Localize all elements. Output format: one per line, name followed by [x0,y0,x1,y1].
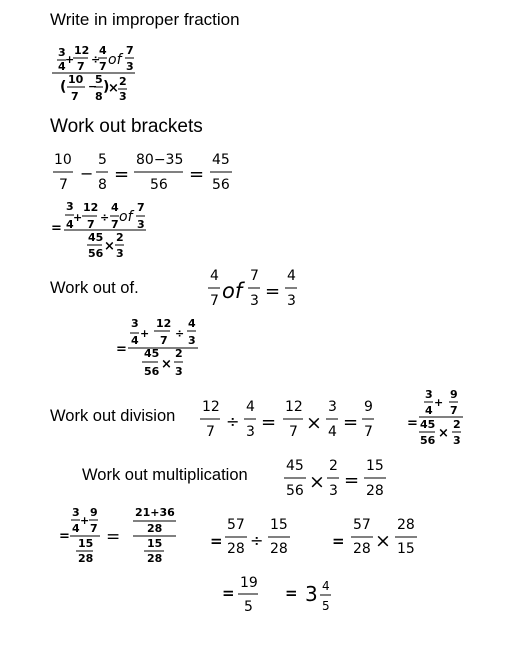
digit: 3 [58,46,66,59]
digit: 15 [270,517,288,533]
equals: = [106,527,121,547]
digit: 7 [210,293,219,309]
digit: 8 [95,90,103,103]
digit: 3 [188,334,196,347]
equals: = [116,342,127,357]
digit: 2 [119,75,127,88]
word-of: of [222,279,243,303]
digit: 2 [116,231,124,244]
digit: 7 [99,60,107,73]
digit: 4 [131,334,139,347]
digit: 56 [420,434,436,447]
digit: 45 [286,458,304,474]
equals: = [343,412,359,433]
digit: 12 [285,399,303,415]
digit: 7 [111,218,119,231]
digit: 3 [453,434,461,447]
digit: 28 [397,517,415,533]
digit: 8 [98,177,107,193]
expr-final-answer [222,575,330,615]
paren: ) [103,79,110,95]
equals: = [332,532,345,550]
digit: 28 [147,522,163,535]
operator-plus: + [73,211,83,224]
equals: = [261,412,277,433]
word-of: of [119,209,133,225]
digit: 56 [286,483,304,499]
operator-plus: + [434,396,444,409]
paren: ( [60,79,67,95]
operator-plus: + [65,53,75,66]
digit: 28 [270,541,288,557]
operator-times: × [108,81,119,96]
digit: 12 [83,201,99,214]
digit: 3 [328,399,337,415]
digit: 15 [147,537,163,550]
operator-times: × [375,530,391,552]
digit: 3 [287,293,296,309]
operator-divide: ÷ [175,327,185,340]
digit: 4 [66,218,74,231]
operator-minus: − [88,80,98,93]
digit: 7 [90,522,98,535]
digit: 4 [210,268,219,284]
digit: 5 [95,73,103,86]
whole-number: 3 [305,582,318,606]
digit: 4 [328,424,337,440]
operator-times: × [438,426,449,441]
digit: 56 [88,247,104,260]
operator-divide: ÷ [91,53,101,66]
digit: 7 [364,424,373,440]
digit: 3 [137,218,145,231]
digit: 7 [450,404,458,417]
digit: 7 [289,424,298,440]
digit: 57 [227,517,245,533]
digit: 28 [366,483,384,499]
equals: = [210,532,223,550]
operator-times: × [309,471,325,493]
operator-plus: + [140,327,150,340]
digit: 7 [160,334,168,347]
digit: 10 [54,152,72,168]
digit: 28 [78,552,94,565]
digit: 3 [175,365,183,378]
digit: 28 [353,541,371,557]
digit: 3 [72,506,80,519]
digit: 2 [175,347,183,360]
digit: 7 [59,177,68,193]
operator-times: × [161,357,172,372]
digit: 3 [116,247,124,260]
digit: 12 [156,317,172,330]
heading-work-out-division: Work out division [50,407,176,425]
digit: 3 [66,200,74,213]
digit: 28 [147,552,163,565]
digit: 56 [212,177,230,193]
digit: 3 [126,60,134,73]
digit: 3 [246,424,255,440]
equals: = [222,584,235,602]
digit: 9 [90,506,98,519]
digit: 3 [329,483,338,499]
digit: 7 [206,424,215,440]
equals: = [189,164,205,185]
digit: 4 [246,399,255,415]
equals: = [344,470,360,491]
equals: = [59,529,70,544]
digit: 12 [74,44,90,57]
digit: 4 [58,60,66,73]
digit: 4 [287,268,296,284]
equals: = [265,281,281,302]
digit: 4 [111,201,119,214]
digit: 45 [420,418,436,431]
digit: 15 [78,537,94,550]
digit: 10 [68,73,84,86]
digit: 9 [364,399,373,415]
digit: 4 [425,404,433,417]
digit: 45 [144,347,160,360]
digit: 57 [353,517,371,533]
digit: 56 [144,365,160,378]
operator-times: × [104,239,115,254]
operator-minus: − [80,164,94,183]
equals: = [407,416,418,431]
digit: 4 [99,44,107,57]
operator-divide: ÷ [100,211,110,224]
operator-plus: + [80,514,90,527]
word-of: of [108,52,122,68]
digit: 45 [212,152,230,168]
heading-work-out-of: Work out of. [50,279,139,297]
equals: = [114,164,130,185]
digit: 56 [150,177,168,193]
operator-times: × [306,412,322,434]
heading-work-out-multiplication: Work out multiplication [82,466,248,484]
digit: 45 [88,231,104,244]
digit: 3 [250,293,259,309]
digit: 4 [188,317,196,330]
digit: 7 [87,218,95,231]
digit: 5 [98,152,107,168]
heading-improper-fraction: Write in improper fraction [50,10,240,29]
digit: 9 [450,388,458,401]
digit: 3 [425,388,433,401]
digit: 28 [227,541,245,557]
operator-divide: ÷ [250,531,264,550]
digit: 5 [244,599,253,615]
digit: 7 [126,44,134,57]
digit: 3 [131,317,139,330]
digit: 4 [322,579,330,593]
digit: 7 [71,90,79,103]
equals: = [285,584,298,602]
digit: 5 [322,599,330,613]
digit: 12 [202,399,220,415]
digit: 7 [77,60,85,73]
digit: 80−35 [136,152,184,168]
digit: 2 [329,458,338,474]
heading-work-out-brackets: Work out brackets [50,116,203,137]
digit: 15 [397,541,415,557]
digit: 2 [453,418,461,431]
digit: 21+36 [135,506,175,519]
digit: 19 [240,575,258,591]
digit: 7 [137,201,145,214]
digit: 4 [72,522,80,535]
operator-divide: ÷ [226,412,240,431]
digit: 7 [250,268,259,284]
digit: 3 [119,90,127,103]
equals: = [51,221,62,236]
digit: 15 [366,458,384,474]
